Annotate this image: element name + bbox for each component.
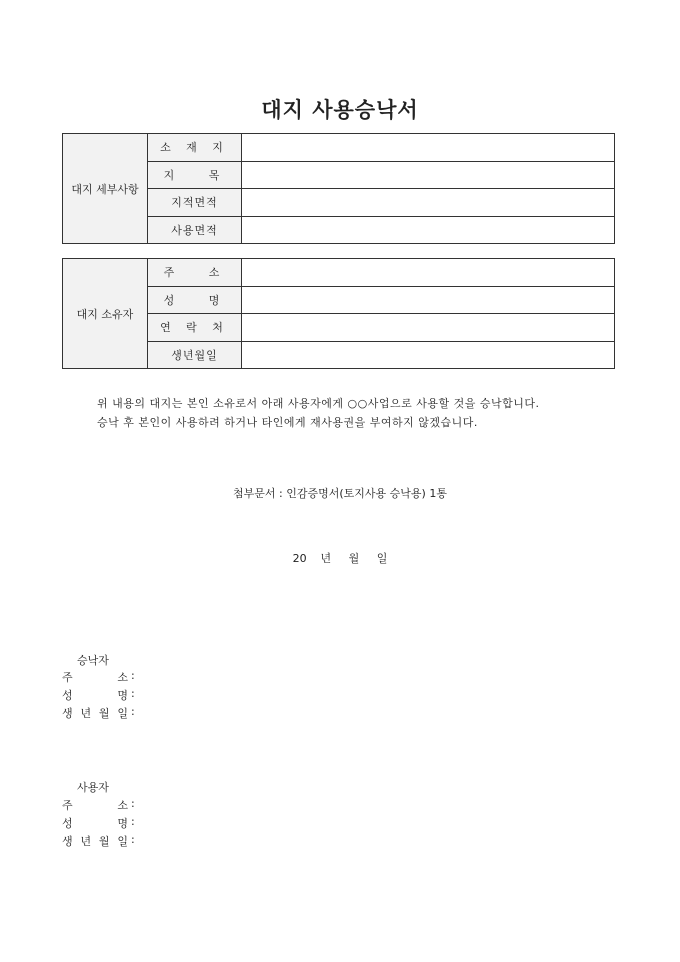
- consent-line-2: 승낙 후 본인이 사용하려 하거나 타인에게 재사용권을 부여하지 않겠습니다.: [97, 416, 478, 429]
- user-birthdate-row: [62, 833, 142, 849]
- label-char: 명: [117, 689, 128, 702]
- label-char: 일: [117, 707, 128, 720]
- attachment-note: 첨부문서 : 인감증명서(토지사용 승낙용) 1통: [233, 487, 447, 500]
- owner-birthdate-field[interactable]: [242, 341, 615, 369]
- land-details-table: [62, 133, 615, 244]
- label-char: 성: [62, 689, 73, 702]
- owner-name-label: 성 명: [148, 286, 242, 314]
- owner-contact-field[interactable]: [242, 314, 615, 342]
- label-char: 소: [117, 671, 128, 684]
- owner-contact-label: 연 락 처: [148, 314, 242, 342]
- grantor-birthdate-row: [62, 705, 142, 721]
- location-label: 소 재 지: [148, 134, 242, 162]
- label-char: 월: [98, 835, 110, 848]
- owner-address-field[interactable]: [242, 259, 615, 287]
- label-char: 소: [117, 799, 128, 812]
- grantor-heading: 승낙자: [77, 654, 109, 667]
- label-char: 명: [117, 817, 128, 830]
- grantor-name-row: [62, 687, 142, 703]
- location-field[interactable]: [242, 134, 615, 162]
- document-title: 대지 사용승낙서: [261, 98, 419, 122]
- colon: :: [131, 705, 135, 718]
- label-char: 주: [62, 799, 73, 812]
- usage-area-label: 사용면적: [148, 216, 242, 244]
- owner-birthdate-label: 생년월일: [148, 341, 242, 369]
- land-owner-table: [62, 258, 615, 369]
- grantor-address-row: [62, 669, 142, 685]
- label-char: 생: [62, 835, 73, 848]
- land-details-group-label: 대지 세부사항: [63, 134, 148, 244]
- colon: :: [131, 797, 135, 810]
- label-char: 생: [62, 707, 73, 720]
- colon: :: [131, 669, 135, 682]
- consent-statement: [97, 394, 539, 432]
- usage-area-field[interactable]: [242, 216, 615, 244]
- label-char: 월: [98, 707, 110, 720]
- registered-area-field[interactable]: [242, 189, 615, 217]
- colon: :: [131, 687, 135, 700]
- colon: :: [131, 815, 135, 828]
- user-address-row: [62, 797, 142, 813]
- land-category-label: 지 목: [148, 161, 242, 189]
- user-heading: 사용자: [77, 781, 109, 794]
- user-name-row: [62, 815, 142, 831]
- label-char: 주: [62, 671, 73, 684]
- date-line: 20 년 월 일: [292, 552, 388, 565]
- registered-area-label: 지적면적: [148, 189, 242, 217]
- consent-line-1: 위 내용의 대지는 본인 소유로서 아래 사용자에게 ○○사업으로 사용할 것을 승낙합니다.: [97, 397, 540, 410]
- colon: :: [131, 833, 135, 846]
- owner-name-field[interactable]: [242, 286, 615, 314]
- label-char: 성: [62, 817, 73, 830]
- label-char: 년: [80, 835, 92, 848]
- owner-address-label: 주 소: [148, 259, 242, 287]
- land-owner-group-label: 대지 소유자: [63, 259, 148, 369]
- land-category-field[interactable]: [242, 161, 615, 189]
- label-char: 일: [117, 835, 128, 848]
- label-char: 년: [80, 707, 92, 720]
